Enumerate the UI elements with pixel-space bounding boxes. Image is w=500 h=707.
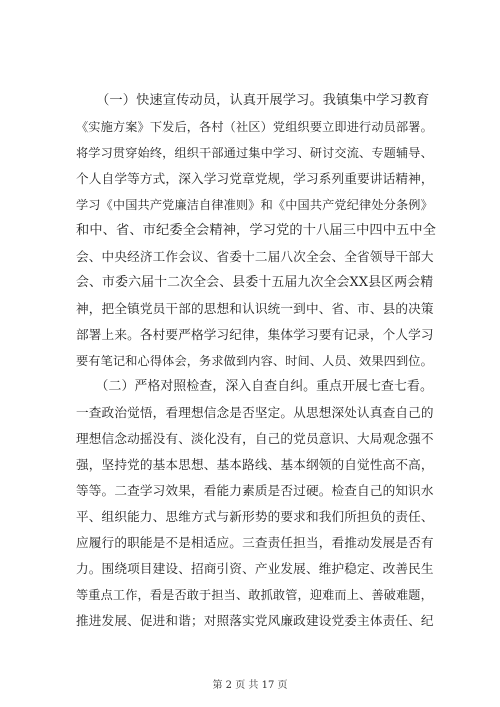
text-line: 会、中央经济工作会议、省委十二届八次全会、全省领导干部大 [76,249,434,264]
body-text [76,88,436,634]
page-number-footer: 第 2 页 共 17 页 [212,680,288,691]
text-line: （一）快速宣传动员，认真开展学习。我镇集中学习教育 [76,93,430,108]
text-line: 要有笔记和心得体会，务求做到内容、时间、人员、效果四到位。 [76,354,433,368]
text-line: 将学习贯穿始终，组织干部通过集中学习、研讨交流、专题辅导、 [76,146,433,160]
text-line: 《实施方案》下发后，各村（社区）党组织要立即进行动员部署。 [76,120,433,134]
text-line: 应履行的职能是不是相适应。三查责任担当，看推动发展是否有 [76,535,434,550]
text-line: 个人自学等方式，深入学习党章党规，学习系列重要讲话精神， [76,171,434,186]
text-line: 和中、省、市纪委全会精神，学习党的十八届三中四中五中全 [76,223,437,238]
text-line: 等重点工作，看是否敢于担当、敢抓敢管，迎难而上、善破难题， [76,588,433,602]
text-line: 部署上来。各村要严格学习纪律，集体学习要有记录，个人学习 [76,327,434,342]
text-line: 学习《中国共产党廉洁自律准则》和《中国共产党纪律处分条例》 [76,198,433,212]
text-line: 平、组织能力、思维方式与新形势的要求和我们所担负的责任、 [76,509,434,524]
text-line: （二）严格对照检查，深入自查自纠。重点开展七查七看。 [76,379,433,394]
text-line: 力。围绕项目建设、招商引资、产业发展、维护稳定、改善民生 [76,561,434,576]
text-line: 一查政治觉悟，看理想信念是否坚定。从思想深处认真查自己的 [76,405,434,420]
text-line: 推进发展、促进和谐；对照落实党风廉政建设党委主体责任、纪 [76,613,434,628]
text-line: 会、市委六届十二次全会、县委十五届九次全会XX县区两会精 [76,275,434,290]
text-line: 等等。二查学习效果，看能力素质是否过硬。检查自己的知识水 [76,483,434,498]
text-line: 理想信念动摇没有、淡化没有，自己的党员意识、大局观念强不 [76,431,434,446]
text-line: 强，坚持党的基本思想、基本路线、基本纲领的自觉性高不高， [76,457,434,472]
text-line: 神，把全镇党员干部的思想和认识统一到中、省、市、县的决策 [76,301,434,316]
